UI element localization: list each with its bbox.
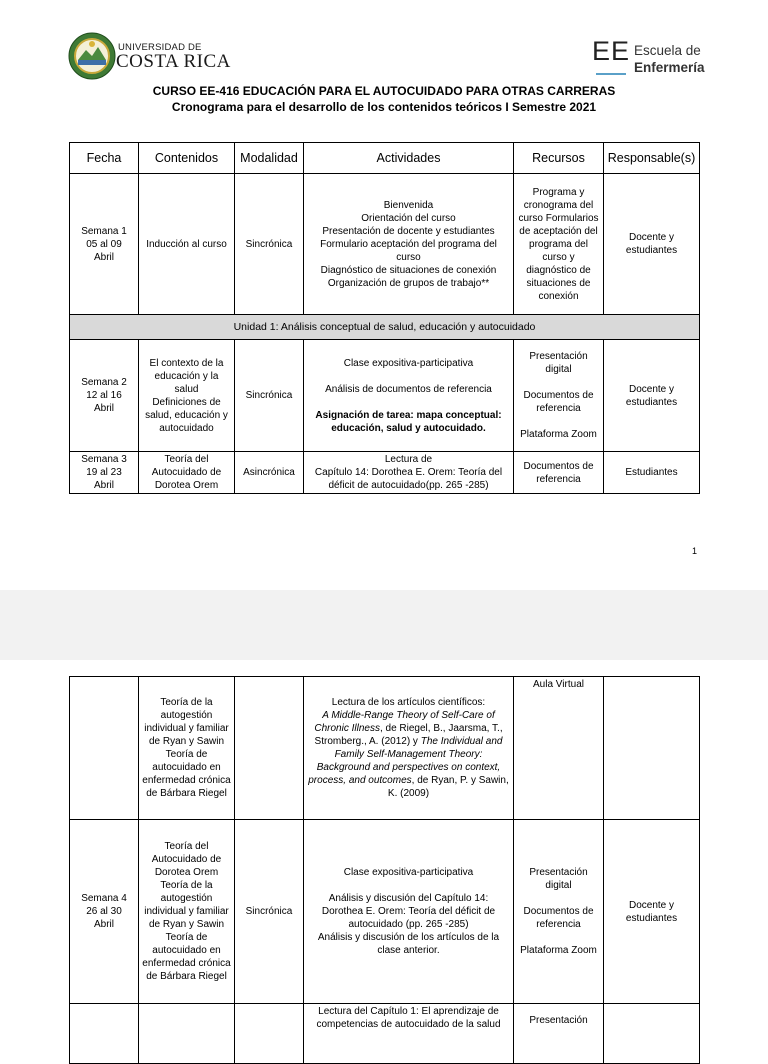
cell-responsable [604,1004,700,1064]
resource-line: Documentos de referencia [523,390,594,414]
schedule-table-continued [69,676,700,1064]
course-title: CURSO EE-416 EDUCACIÓN PARA EL AUTOCUIDADO PARA OTRAS CARRERAS [152,84,616,98]
assignment-line: Asignación de tarea: mapa conceptual: educación, salud y autocuidado. [315,409,502,434]
content-line: Teoría de la autogestión individual y familiar de Ryan y Sawin [144,880,229,930]
activity-line: Presentación de docente y estudiantes [322,225,495,237]
table-row [70,677,700,820]
cell-actividades [304,820,514,1004]
activity-line: Formulario aceptación del programa del curso [320,238,497,263]
ucr-name-large: COSTA RICA [116,51,231,72]
activity-line: Orientación del curso [361,212,456,224]
cell-fecha [70,174,139,315]
activity-line: Lectura de los artículos científicos: [331,697,486,708]
page-number: 1 [692,546,698,556]
articles-citation [307,709,510,800]
cell-recursos: Aula Virtual [514,677,604,820]
activity-line: Lectura de [384,454,433,465]
fecha-range: 12 al 16 [86,390,122,401]
cell-actividades [304,340,514,452]
cell-actividades: Lectura del Capítulo 1: El aprendizaje de competencias de autocuidado de la salud [304,1004,514,1064]
cell-responsable: Docente y estudiantes [604,340,700,452]
cell-contenidos [139,677,235,820]
page-gap [0,590,768,660]
cell-responsable: Docente y estudiantes [604,174,700,315]
table-row [70,452,700,494]
fecha-month: Abril [93,480,114,491]
article-title-1: A Middle-Range Theory of Self-Care of Chronic Illness [314,710,495,734]
school-name-line1: Escuela de [634,43,701,58]
cell-modalidad: Sincrónica [235,340,304,452]
activity-line: Diagnóstico de situaciones de conexión [320,264,497,276]
fecha-month: Abril [93,251,114,263]
fecha-week: Semana 2 [81,377,127,388]
resource-line: Presentación digital [529,351,588,375]
fecha-month: Abril [93,919,114,930]
table-row [70,340,700,452]
header-contenidos: Contenidos [139,143,235,174]
article-authors-2: , de Ryan, P. y Sawin, K. (2009) [387,775,509,799]
ucr-logo [68,32,268,84]
content-line: El contexto de la educación y la salud [149,357,224,395]
cell-fecha [70,677,139,820]
content-line: Teoría de la autogestión individual y familiar de Ryan y Sawin [144,697,229,747]
cell-actividades [304,452,514,494]
resource-line: Plataforma Zoom [520,429,597,440]
cell-contenidos: Inducción al curso [139,174,235,315]
content-line: Definiciones de salud, educación y autocuidado [145,396,228,434]
cell-actividades [304,677,514,820]
page-2 [0,660,768,1030]
article-title-2: The Individual and Family Self-Management Theory: Background and perspectives on context, process, and outcomes [308,736,503,786]
cell-responsable: Docente y estudiantes [604,820,700,1004]
ee-mark: EE [592,36,631,66]
cell-recursos [514,340,604,452]
cell-contenidos [139,340,235,452]
activity-line: Organización de grupos de trabajo** [327,277,490,289]
resource-line: Documentos de referencia [523,906,594,930]
content-line: Teoría del Autocuidado de Dorotea Orem [151,841,222,878]
cell-responsable [604,677,700,820]
fecha-range: 26 al 30 [86,906,122,917]
cell-fecha [70,340,139,452]
table-row [70,820,700,1004]
header-fecha: Fecha [70,143,139,174]
cell-recursos: Documentos de referencia [514,452,604,494]
schedule-subtitle: Cronograma para el desarrollo de los contenidos teóricos I Semestre 2021 [171,100,597,114]
header-modalidad: Modalidad [235,143,304,174]
cell-modalidad: Sincrónica [235,820,304,1004]
activity-line: Capítulo 14: Dorothea E. Orem: Teoría del déficit de autocuidado(pp. 265 -285) [314,467,503,491]
cell-actividades [304,174,514,315]
fecha-month: Abril [93,403,114,414]
cell-modalidad [235,677,304,820]
ee-underline [596,73,626,75]
schedule-table [69,142,700,494]
cell-responsable: Estudiantes [604,452,700,494]
activity-line: Análisis y discusión del Capítulo 14: Dorothea E. Orem: Teoría del déficit de autocuidado (pp. 265 -285) [321,893,496,930]
fecha-week: Semana 3 [81,454,127,465]
content-line: Teoría de autocuidado en enfermedad crónica de Bárbara Riegel [142,749,231,799]
ucr-name-small: UNIVERSIDAD DE [118,42,202,53]
cell-contenidos: Teoría del Autocuidado de Dorotea Orem [139,452,235,494]
article-authors-1: , de Riegel, B., Jaarsma, T., Stromberg., A. (2012) y [314,723,503,747]
cell-recursos [514,820,604,1004]
cell-fecha [70,820,139,1004]
resource-line: Plataforma Zoom [520,945,597,956]
activity-line: Clase expositiva-participativa [343,357,474,369]
cell-modalidad: Asincrónica [235,452,304,494]
fecha-week: Semana 4 [81,893,127,904]
school-logo [592,36,722,80]
activity-line: Bienvenida [383,199,434,211]
school-name-line2: Enfermería [634,60,705,75]
cell-modalidad: Sincrónica [235,174,304,315]
cell-contenidos [139,820,235,1004]
cell-fecha [70,1004,139,1064]
fecha-range: 05 al 09 [86,238,122,250]
header-recursos: Recursos [514,143,604,174]
content-line: Teoría de autocuidado en enfermedad crónica de Bárbara Riegel [142,932,231,982]
cell-contenidos [139,1004,235,1064]
resource-line: Presentación digital [529,867,588,891]
activity-line: Clase expositiva-participativa [343,867,474,878]
cell-fecha [70,452,139,494]
table-row [70,174,700,315]
activity-line: Análisis y discusión de los artículos de la clase anterior. [317,932,500,956]
cell-recursos: Programa y cronograma del curso Formularios de aceptación del programa del curso y diagnóstico de situaciones de conexión [514,174,604,315]
fecha-range: 19 al 23 [86,467,122,478]
activity-line: Análisis de documentos de referencia [325,383,492,395]
table-row [70,1004,700,1064]
header-responsables: Responsable(s) [604,143,700,174]
ucr-seal-icon [68,32,116,80]
unit-1-title: Unidad 1: Análisis conceptual de salud, educación y autocuidado [70,315,700,340]
cell-recursos: Presentación [514,1004,604,1064]
fecha-week: Semana 1 [81,225,127,237]
cell-modalidad [235,1004,304,1064]
unit-row [70,315,700,340]
header-actividades: Actividades [304,143,514,174]
table-header-row [70,143,700,174]
